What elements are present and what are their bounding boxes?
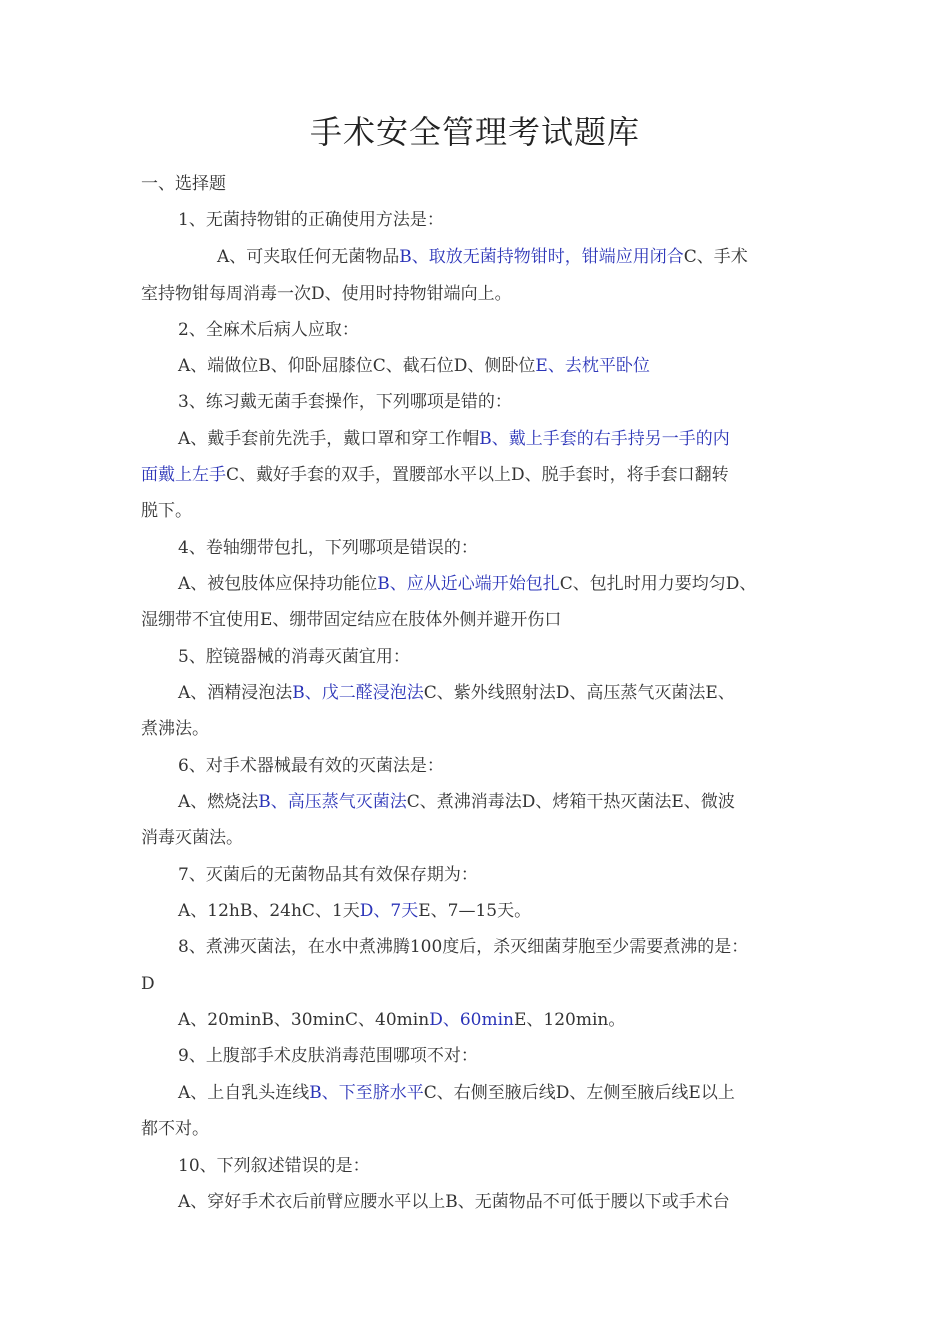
question-stem: 1、无菌持物钳的正确使用方法是： — [178, 210, 444, 230]
question-options-continued: 消毒灭菌法。 — [141, 828, 243, 848]
correct-answer: D、60min — [429, 1010, 514, 1030]
question-options: A、戴手套前先洗手，戴口罩和穿工作帽B、戴上手套的右手持另一手的内 — [178, 429, 730, 449]
question-options: A、20minB、30minC、40minD、60minE、120min。 — [178, 1010, 626, 1030]
question-stem: 9、上腹部手术皮肤消毒范围哪项不对： — [178, 1046, 478, 1066]
question-options-continued: 湿绷带不宜使用E、绷带固定结应在肢体外侧并避开伤口 — [141, 610, 562, 630]
correct-answer: D、7天 — [359, 901, 419, 921]
correct-answer: B、取放无菌持物钳时，钳端应用闭合 — [399, 247, 684, 267]
question-options-continued: 煮沸法。 — [141, 719, 209, 739]
question-options: A、可夹取任何无菌物品B、取放无菌持物钳时，钳端应用闭合C、手术 — [217, 247, 748, 267]
correct-answer: B、高压蒸气灭菌法 — [258, 792, 407, 812]
question-options-continued: 面戴上左手C、戴好手套的双手，置腰部水平以上D、脱手套时，将手套口翻转 — [141, 465, 729, 485]
question-stem: 6、对手术器械最有效的灭菌法是： — [178, 756, 444, 776]
question-stem: 10、下列叙述错误的是： — [178, 1156, 370, 1176]
correct-answer: B、应从近心端开始包扎 — [377, 574, 560, 594]
correct-answer: B、戴上手套的右手持另一手的内 — [479, 429, 730, 449]
question-options: A、穿好手术衣后前臂应腰水平以上B、无菌物品不可低于腰以下或手术台 — [178, 1192, 730, 1212]
question-stem: 7、灭菌后的无菌物品其有效保存期为： — [178, 865, 478, 885]
correct-answer: E、去枕平卧位 — [535, 356, 650, 376]
question-options-continued: 脱下。 — [141, 501, 192, 521]
question-stem: 5、腔镜器械的消毒灭菌宜用： — [178, 647, 410, 667]
page-title: 手术安全管理考试题库 — [309, 113, 640, 151]
question-stem: 3、练习戴无菌手套操作，下列哪项是错的： — [178, 392, 512, 412]
question-options: A、酒精浸泡法B、戊二醛浸泡法C、紫外线照射法D、高压蒸气灭菌法E、 — [178, 683, 735, 703]
question-options: A、端做位B、仰卧屈膝位C、截石位D、侧卧位E、去枕平卧位 — [178, 356, 650, 376]
question-answer-letter: D — [141, 974, 155, 994]
question-options-continued: 室持物钳每周消毒一次D、使用时持物钳端向上。 — [141, 284, 512, 304]
question-options-continued: 都不对。 — [141, 1119, 209, 1139]
section-heading: 一、选择题 — [141, 174, 226, 194]
question-options: A、被包肢体应保持功能位B、应从近心端开始包扎C、包扎时用力要均匀D、 — [178, 574, 757, 594]
question-stem: 2、全麻术后病人应取： — [178, 320, 359, 340]
question-options: A、燃烧法B、高压蒸气灭菌法C、煮沸消毒法D、烤箱干热灭菌法E、微波 — [178, 792, 735, 812]
correct-answer: 面戴上左手 — [141, 465, 226, 485]
correct-answer: B、戊二醛浸泡法 — [292, 683, 424, 703]
question-options: A、12hB、24hC、1天D、7天E、7—15天。 — [178, 901, 532, 921]
correct-answer: B、下至脐水平 — [309, 1083, 424, 1103]
question-options: A、上自乳头连线B、下至脐水平C、右侧至腋后线D、左侧至腋后线E以上 — [178, 1083, 735, 1103]
question-stem: 8、煮沸灭菌法，在水中煮沸腾100度后，杀灭细菌芽胞至少需要煮沸的是： — [178, 937, 749, 957]
question-stem: 4、卷轴绷带包扎，下列哪项是错误的： — [178, 538, 478, 558]
